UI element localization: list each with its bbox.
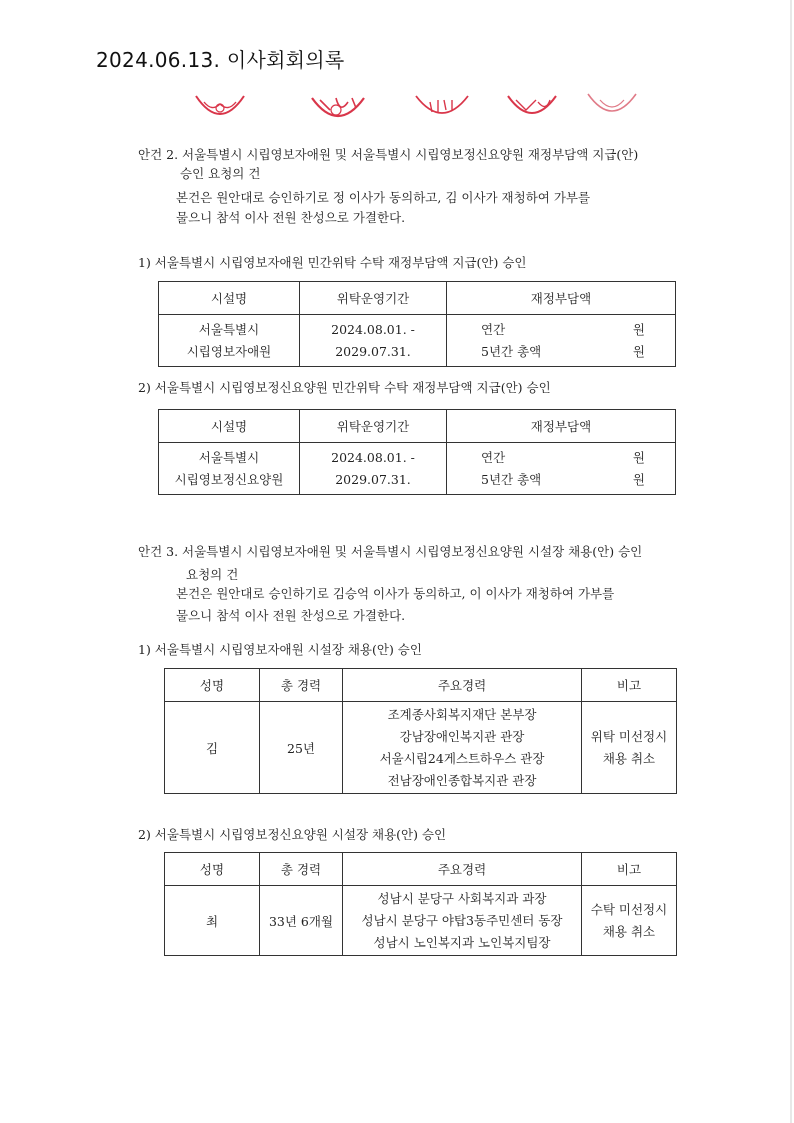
header-main-career: 주요경력 [343,853,582,886]
career-cell: 25년 [260,702,343,794]
item2-title-line2: 승인 요청의 건 [180,166,261,181]
header-career: 총 경력 [260,669,343,702]
seal-stamp-5-icon [582,88,642,124]
remarks-cell: 위탁 미선정시 채용 취소 [582,702,677,794]
amount-cell: 연간 원 5년간 총액 원 [447,443,676,495]
seal-stamp-1-icon [190,88,250,124]
item3-sub1-table [164,668,677,794]
header-name: 성명 [165,669,260,702]
item3-sub2-table [164,852,677,956]
header-facility: 시설명 [159,282,300,315]
name-cell: 김 [165,702,260,794]
item2-sub1-table [158,281,676,367]
seal-stamp-4-icon [502,88,562,124]
seal-stamp-3-icon [412,88,472,124]
remarks-cell: 수탁 미선정시 채용 취소 [582,886,677,956]
item3-body-line2: 물으니 참석 이사 전원 찬성으로 가결한다. [176,608,406,623]
name-cell: 최 [165,886,260,956]
seal-stamp-2-icon [308,88,368,124]
item2-sub1-heading: 1) 서울특별시 시립영보자애원 민간위탁 수탁 재정부담액 지급(안) 승인 [138,255,527,270]
main-career-cell: 성남시 분당구 사회복지과 과장 성남시 분당구 야탑3동주민센터 동장 성남시 노인복지과 노인복지팀장 [343,886,582,956]
header-period: 위탁운영기간 [300,282,447,315]
header-amount: 재정부담액 [447,410,676,443]
item3-body-line1: 본건은 원안대로 승인하기로 김승억 이사가 동의하고, 이 이사가 재청하여 가부를 [176,586,615,601]
item3-title-line2: 요청의 건 [186,567,239,582]
header-career: 총 경력 [260,853,343,886]
header-period: 위탁운영기간 [300,410,447,443]
item3-sub2-heading: 2) 서울특별시 시립영보정신요양원 시설장 채용(안) 승인 [138,827,447,842]
item3-sub1-heading: 1) 서울특별시 시립영보자애원 시설장 채용(안) 승인 [138,642,422,657]
period-cell: 2024.08.01. - 2029.07.31. [300,443,447,495]
scan-edge [790,0,792,1123]
period-cell: 2024.08.01. - 2029.07.31. [300,315,447,367]
facility-cell: 서울특별시 시립영보자애원 [159,315,300,367]
amount-cell: 연간 원 5년간 총액 원 [447,315,676,367]
page-title: 2024.06.13. 이사회회의록 [96,48,345,72]
facility-cell: 서울특별시 시립영보정신요양원 [159,443,300,495]
header-name: 성명 [165,853,260,886]
item2-body-line2: 물으니 참석 이사 전원 찬성으로 가결한다. [176,210,406,225]
item3-title-line1: 안건 3. 서울특별시 시립영보자애원 및 서울특별시 시립영보정신요양원 시설장 채용(안) 승인 [138,544,643,559]
seal-stamps [190,88,650,128]
career-cell: 33년 6개월 [260,886,343,956]
header-facility: 시설명 [159,410,300,443]
item2-sub2-heading: 2) 서울특별시 시립영보정신요양원 민간위탁 수탁 재정부담액 지급(안) 승인 [138,380,551,395]
item2-body-line1: 본건은 원안대로 승인하기로 정 이사가 동의하고, 김 이사가 재청하여 가부를 [176,190,591,205]
header-remarks: 비고 [582,669,677,702]
header-amount: 재정부담액 [447,282,676,315]
main-career-cell: 조계종사회복지재단 본부장 강남장애인복지관 관장 서울시립24게스트하우스 관장 전남장애인종합복지관 관장 [343,702,582,794]
item2-title-line1: 안건 2. 서울특별시 시립영보자애원 및 서울특별시 시립영보정신요양원 재정부담액 지급(안) [138,147,639,162]
header-main-career: 주요경력 [343,669,582,702]
header-remarks: 비고 [582,853,677,886]
item2-sub2-table [158,409,676,495]
